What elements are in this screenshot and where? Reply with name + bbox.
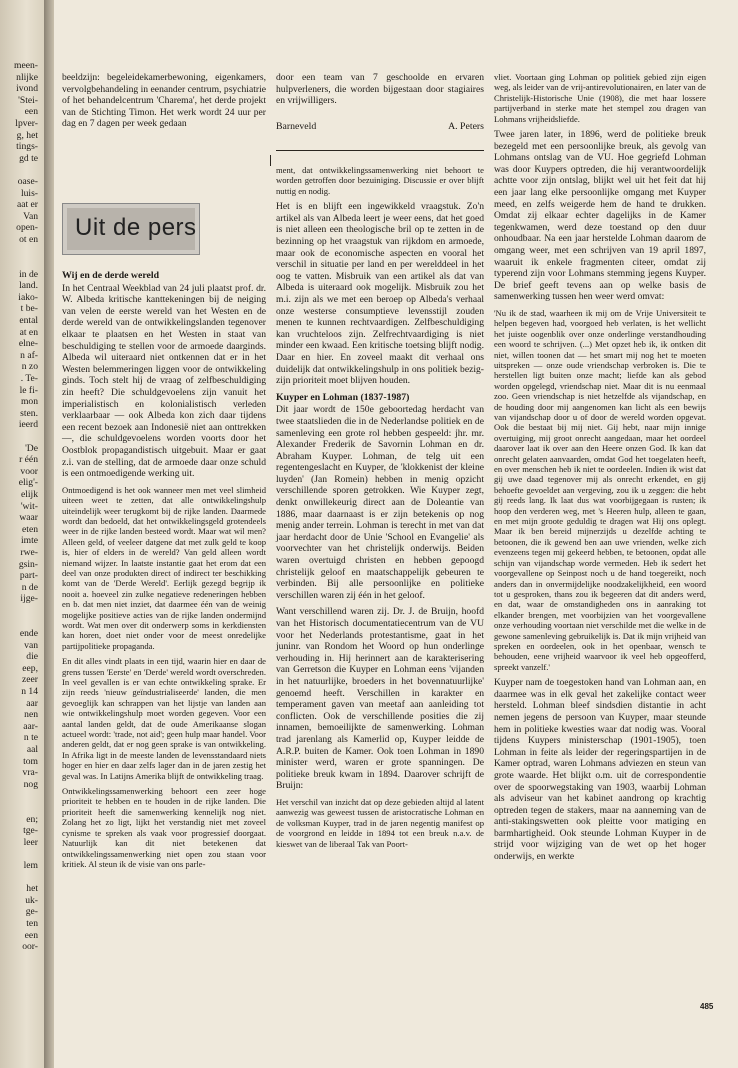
gutter-fragment: lpver- xyxy=(15,117,38,129)
article2-paragraph-2: Want verschillend waren zij. Dr. J. de Bruijn, hoofd van het Historisch documentatiecentrum van de VU voor het Nederlands protestantisme, gaat in het juninr. van Rondom het Woord op hun onderlinge verhouding in. Hij herinnert aan de karakterisering van Gerretson die Kuyper en Lohman eens 'vijanden in het natuurlijke, broeders in het bovennatuurlijke' genoemd heeft. Verschillen in karakter en temperament gaven van meetaf aan aanleiding tot conflicten. Ook de verschillende posities die zij innamen, bemoeilijkte de samenwerking. Lohman trad jarenlang als Kamerlid op, Kuyper leidde de A.R.P. buiten de Kamer. Ook toen Lohman in 1890 minister werd, waren er grote spanningen. De politieke breuk kwam in 1894. Daarover schrijft de Bruijn: xyxy=(276,606,484,792)
gutter-fragment: tom xyxy=(23,755,38,767)
gutter-fragment: in de xyxy=(19,268,38,280)
gutter-fragment: aal xyxy=(26,744,38,756)
gutter-fragment: nog xyxy=(23,778,38,790)
gutter-fragment: die xyxy=(26,651,38,663)
gutter-fragment: at en xyxy=(19,326,38,338)
gutter-fragment: n 14 xyxy=(21,686,38,698)
signature-place: Barneveld xyxy=(276,120,317,132)
gutter-fragment: . Te- xyxy=(20,373,38,385)
gutter-fragment: elig'- xyxy=(18,477,38,489)
gutter-fragment: t be- xyxy=(20,303,38,315)
article1-title: Wij en de derde wereld xyxy=(62,270,160,281)
gutter-fragment xyxy=(0,605,38,617)
article1-quote xyxy=(62,485,266,870)
gutter-fragment: ental xyxy=(19,315,38,327)
page-number: 485 xyxy=(700,1002,714,1011)
page-fold xyxy=(44,0,54,1068)
gutter-fragment: tings- xyxy=(16,141,38,153)
gutter-fragment: aar xyxy=(26,697,38,709)
gutter-fragment: 'Stei- xyxy=(18,94,38,106)
article1-paragraph-2: Ontmoedigend is het ook wanneer men met veel slimheid uiteen weet te zetten, dat alle ontwikkelingshulp uiteindelijk weer terugkomt bij de rijke landen. Daarmede wordt dan bedoeld, dat het ontwikkelingsgeld grotendeels weer in de rijke landen besteed wordt. Maar wat wil men? Alleen geld, of veeleer datgene dat met zulk geld te koop is, hier of elders in de wereld? Van geld alleen wordt niemand wijzer. In laatste instantie gaat het erom dat een deel van onze produkten direct of indirect ter beschikking komt van de 'Derde Wereld'. Eerlijk gezegd begrijp ik nooit a. hoeveel zin zulke negatieve redeneringen hebben en b. dat men niet inziet, dat daarmee één van de weinig mogelijke positieve acties van de rijke landen ondermijnd wordt. Wat men over dit onderwerp soms in kerkdiensten kan horen, doet niet onder voor de meest onredelijke partijpolitieke propaganda. xyxy=(62,484,266,651)
article1-paragraph-6: Het is en blijft een ingewikkeld vraagstuk. Zo'n artikel als van Albeda leert je weer eens, dat het goed is niet alleen een theologische bril op te zetten in de bezinning op het vraagstuk van rijkdom en armoede, maar ook de economische aspecten en vooral het verschil in situatie per land en per werelddeel in het oog te vatten. Misbruik van een artikel als dat van Albeda is uiteraard ook mogelijk. Misbruik zou het m.i. zijn als we met een beroep op Albeda's verhaal onze westerse consumptieve levensstijl zouden menen te kunnen rechtvaardigen. Zelfbeschuldiging kan vruchteloos zijn. Zelfrechtvaardiging is niet minder een kwaad. Een kritische toetsing blijft nodig. Daar en hier. En zoveel maakt dit verhaal ons duidelijk dat ontwikkelingshulp in ons politiek bezig-zijn prioriteit moet blijven houden. xyxy=(276,201,484,387)
gutter-fragment: eep, xyxy=(22,662,38,674)
gutter-fragment: gd te xyxy=(19,152,38,164)
gutter-fragment: n af- xyxy=(20,349,38,361)
gutter-fragment: ijge- xyxy=(20,593,38,605)
article2-title: Kuyper en Lohman (1837-1987) xyxy=(276,391,410,403)
gutter-fragment: r één xyxy=(19,454,38,466)
article2-paragraph-3: Het verschil van inzicht dat op deze gebieden altijd al latent aanwezig was geweest tussen de aristocratische Lohman en de volksman Kuyper, trad in de jaren negentig manifest op de voorgrond en leidde in 1894 tot een breuk n.a.v. de kieswet van de liberaal Tak van Poort- xyxy=(276,796,484,849)
gutter-fragment: n de xyxy=(21,581,38,593)
gutter-fragment: tge- xyxy=(23,825,38,837)
previous-page-margin xyxy=(0,0,44,1068)
gutter-fragment xyxy=(0,617,38,629)
gutter-fragment: ge- xyxy=(25,906,38,918)
col1-article xyxy=(62,266,266,874)
gutter-text-fragments xyxy=(0,60,38,953)
gutter-fragment: part- xyxy=(19,570,38,582)
gutter-fragment: meen- xyxy=(14,60,38,71)
gutter-fragment: oase- xyxy=(17,175,38,187)
gutter-fragment: lem xyxy=(23,859,38,871)
gutter-fragment xyxy=(0,802,38,814)
gutter-fragment: leer xyxy=(23,836,38,848)
gutter-fragment: elijk xyxy=(20,488,38,500)
gutter-fragment xyxy=(0,431,38,443)
article1-paragraph-4: Ontwikkelingssamenwerking behoort een zeer hoge prioriteit te hebben en te houden in de rijke landen. Die prioriteit heeft die samenwerking kennelijk nog niet. Zolang het zo ligt, lijkt het verstandig niet met zoveel cynisme te spreken als vaak voor progressief doorgaat. Natuurlijk kan dit niet betekenen dat ontwikkelingssamenwerking niet open zou staan voor kritiek. Al steun ik de visie van ons parle- xyxy=(62,786,266,869)
gutter-fragment: iako- xyxy=(18,291,38,303)
section-banner xyxy=(62,203,200,255)
gutter-fragment xyxy=(0,246,38,258)
col2-top xyxy=(276,72,484,132)
gutter-fragment: en; xyxy=(26,813,38,825)
column-divider xyxy=(270,155,271,166)
gutter-fragment: voor xyxy=(20,465,38,477)
gutter-fragment: oor- xyxy=(22,941,38,953)
gutter-fragment: van xyxy=(24,639,38,651)
article1-paragraph-3: En dit alles vindt plaats in een tijd, waarin hier en daar de grens tussen 'Eerste' en 'Derde' wereld wordt overschreden. In veel gevallen is er van echte ontwikkeling sprake. Er zijn reeds 'nieuw geïndustrialiseerde' landen, die men gevoeglijk kan schrappen van het lijstje van landen aan wie ontwikkelingshulp moet worden gegeven. Voor een aantal landen geldt, dat de oude Amerikaanse slogan actueel wordt: 'trade, not aid'; geen hulp maar handel. Voor anderen geldt, dat er nog geen sprake is van ontwikkeling. In Afrika ligt in de meeste landen de levensstandaard niets hoger en hier en daar zelfs lager dan in de jaren zestig het geval was. In Latijns Amerika blijft de ontwikkeling traag. xyxy=(62,656,266,781)
article2-paragraph-6: 'Nu ik de stad, waarheen ik mij om de Vrije Universiteit te helpen begeven had, voorgoed heb verlaten, is het wellicht het juiste oogenblik over onze onderlinge verstandhouding een woord te schrijven. (...) Met opzet heb ik, ik ontken dit niet, willen toonen dat — het smart mij nog het te moeten uitspreken — onze oude vriendschap verbroken is. Die te herstellen ligt buiten onze macht; liefde kan als gebod worden opgelegd, vriendschap niet. Maar dit is nu eenmaal zoo. Geen vriendschap is niet hetzelfde als vijandschap, en de houding door mij aangenomen kan licht als een bewijs van vijandschap door u of door de wereld worden opgevat. Ook die bestaat bij mij niet. Gij hebt, naar mijn innige overtuiging, mij groot onrecht aangedaan, maar het oordeel daarover laat ik over aan den Heere onzen God. Ik kan dat onrecht gelaten aanvaarden, omdat God het toegelaten heeft, en over menschen heb ik niet te oordeelen. Indien ik wist dat gij uwe daad tegenover mij als onrecht erkendet, en gij behoefte gevoeldet aan vergeving, zou ik u zeggen: die hebt gij reeds lang. Ik laat dus wat voorbijgegaan is rusten; ik hoop den verderen weg, met 's Heeren hulp, alleen te gaan, en met mijn groote geduldig te dragen wat Hij ons oplegt. Maar ik ben bereid mijnerzijds u dezelfde achting te betoonen, die ik gewend ben aan uwe vrienden, welke zich evenzeens tegen mij gekeerd hebben, te betoonen, opdat alle schijn van vijandschap worde vermeden. Heb ik sedert het voorgevallene op Seinpost noch u de hand toegereikt, noch anders dan in onvermijdelijke noodzakelijkheid, een woord tot u gesproken, thans zou ik begeeren dat dit anders werd, en dat, waar de omstandigheden ons in aanraking tot elkander brengen, met voorbijzien van het voorgevallene onze verhouding voortaan niet verschilde met die welke in de gewone samenleving gebruikelijk is. Dat ik mijn vrijheid van spreken en oordeelen, ook in het openbaar, wensch te behouden, eene vrijheid waarvoor ik veel heb opgeofferd, spreekt vanzelf.' xyxy=(494,307,706,672)
article1-paragraph-1: In het Centraal Weekblad van 24 juli plaatst prof. dr. W. Albeda kritische kanttekeningen bij de neiging van velen de eerste wereld van het Westen en de derde wereld van de ontwikkelingslanden tegenover elkaar te plaatsen en het Westen in staat van beschuldiging te stellen voor de armoede daarginds. Albeda wil uiteraard niet ontkennen dat er in het Westen belemmeringen liggen voor de ontwikkeling ginds. Toch stelt hij de vraag of zelfbeschuldiging zin heeft? Die schuldgevoelens zijn vanuit het imperialistisch en kolonialistisch verleden verklaarbaar — ook Albeda kon zich daar tijdens een recent bezoek aan Indonesië niet aan onttrekken —, die schuldgevoelens worden voorts door het Oostblok propagandistisch uitgebuit. Maar er gaat z.i. van de stelling, dat de armoede daar onze schuld is een ontmoedigende werking uit. xyxy=(62,282,266,480)
gutter-fragment: 'wit- xyxy=(20,500,38,512)
gutter-fragment: aar- xyxy=(23,720,38,732)
gutter-fragment: aat er xyxy=(16,199,38,211)
separator-rule xyxy=(276,150,484,151)
gutter-fragment: rwe- xyxy=(20,546,38,558)
gutter-fragment: imte xyxy=(20,535,38,547)
signature xyxy=(276,121,484,133)
col2-article xyxy=(276,165,484,854)
section-title: Uit de pers xyxy=(75,214,197,241)
col2-top-text: door een team van 7 geschoolde en ervaren hulpverleners, die worden bijgestaan door stagiaires en vrijwilligers. xyxy=(276,72,484,107)
gutter-fragment: nen xyxy=(24,709,38,721)
gutter-fragment: ten xyxy=(26,917,38,929)
col3-article xyxy=(494,72,706,868)
article2-paragraph-1: Dit jaar wordt de 150e geboortedag herdacht van twee staatslieden die in de Nederlandse politiek en de samenleving een grote rol hebben gespeeld: jhr. mr. Alexander Frederik de Savornin Lohman en dr. Abraham Kuyper. Lohman, de telg uit een regentengeslacht en Kuyper, de 'klokkenist der kleine luyden' (Jan Romein) hebben in menig opzicht verschillende sporen getrokken. Wie Kuyper zegt, denkt onwillekeurig direct aan de Doleantie van 1886, maar daarnaast is er zijn betekenis op nog menig ander terrein. Lohman is terecht in met van dat jaar herdacht door de Unie 'School en Evangelie' als voorvechter van het christelijk onderwijs. Beiden waren overtuigd christen en hebben gepoogd christelijk geloof en maatschappelijk gebeuren te verbinden. Bij alle persoonlijke en politieke verschillen waren zij één in het geloof. xyxy=(276,404,484,601)
gutter-fragment: een xyxy=(24,106,38,118)
article2-paragraph-4: vliet. Voortaan ging Lohman op politiek gebied zijn eigen weg, als leider van de vrij-antirevolutionairen, en later van de Christelijk-Historische Unie (1908), die met haar lossere partijverband in sterke mate het stempel zou dragen van Lohmans vrijheidsliefde. xyxy=(494,72,706,124)
col1-top-text: beeldzijn: begeleidekamerbewoning, eigenkamers, vervolgbehandeling in eenander centrum, psychiatrie of het behandelcentrum 'Charema', het derde projekt van de Stichting Timon. Het werk wordt 24 uur per dag en 7 dagen per week gedaan xyxy=(62,72,266,130)
gutter-fragment: gsin- xyxy=(18,558,38,570)
gutter-fragment: n te xyxy=(23,732,38,744)
gutter-fragment: Van xyxy=(23,210,38,222)
gutter-fragment: een xyxy=(24,929,38,941)
gutter-fragment: 'De xyxy=(25,442,38,454)
gutter-fragment xyxy=(0,848,38,860)
article2-paragraph-7: Kuyper nam de toegestoken hand van Lohman aan, en daarmee was in elk geval het zakelijke contact weer hersteld. Lohman bleef sindsdien distantie in acht nemen jegens de persoon van Kuyper, maar steunde hem in politieke kwesties waar dat nodig was. Vooral tijdens Kuypers ministerschap (1901-1905), toen Lohman in feite als leider der regeringspartijen in de Kamer optrad, waren Lohmans adviezen en steun van grote waarde. Het blijkt o.m. uit de correspondentie over de spoorwegstaking van 1903, waarbij Lohman als adviseur van het kabinet aandrong op krachtig optreden tegen de stakers, maar na aanneming van de anti-stakingswetten ook pleitte voor matiging en barmhartigheid. Ook steunde Lohman Kuyper in de strijd voor wijziging van de wet op het hoger onderwijs, en werkte xyxy=(494,677,706,863)
gutter-fragment: luis- xyxy=(20,187,38,199)
gutter-fragment: uk- xyxy=(25,894,38,906)
gutter-fragment: g, het xyxy=(16,129,38,141)
gutter-fragment: elne- xyxy=(18,338,38,350)
gutter-fragment: le fi- xyxy=(19,384,38,396)
gutter-fragment: ieerd xyxy=(18,419,38,431)
gutter-fragment: n zo xyxy=(21,361,38,373)
gutter-fragment xyxy=(0,872,38,884)
gutter-fragment xyxy=(0,257,38,269)
gutter-fragment: sten. xyxy=(20,407,38,419)
gutter-fragment xyxy=(0,164,38,176)
article1-paragraph-5: ment, dat ontwikkelingssamenwerking niet behoort te worden getroffen door bezuiniging. Discussie er over blijft nuttig en nodig. xyxy=(276,165,484,196)
gutter-fragment xyxy=(0,790,38,802)
gutter-fragment: land. xyxy=(19,280,38,292)
gutter-fragment: waar xyxy=(19,512,38,524)
article2-paragraph-5: Twee jaren later, in 1896, werd de politieke breuk bezegeld met een persoonlijke breuk, als gevolg van Lohmans ontslag van de VU. Hoe gegriefd Lohman was door Kuypers optreden, die hij verantwoordelijk achtte voor zijn ontslag, blijkt wel uit het feit dat hij een jaar lang elke persoonlijke omgang met Kuyper meed, en zelfs weigerde hem de hand te drukken. Omdat zij elkaar echter dagelijks in de Kamer tegenkwamen, werd deze toestand op den duur onhoudbaar. Na een jaar herstelde Lohman daarom de omgang weer, met een schrijven van 19 april 1897, waaruit ik enkele fragmenten citeer, omdat zij typerend zijn voor Lohmans stemming jegens Kuyper. De brief geeft tevens aan op welke basis de samenwerking tussen hen weer werd omvat: xyxy=(494,129,706,303)
gutter-fragment: ende xyxy=(19,628,38,640)
gutter-fragment: vra- xyxy=(22,767,38,779)
gutter-fragment: nlijke xyxy=(16,71,38,83)
gutter-fragment: eten xyxy=(22,523,38,535)
gutter-fragment: ivond xyxy=(16,83,38,95)
gutter-fragment: zeer xyxy=(22,674,38,686)
gutter-fragment: open- xyxy=(16,222,38,234)
signature-name: A. Peters xyxy=(448,120,484,132)
gutter-fragment: ot en xyxy=(19,233,38,245)
gutter-fragment: het xyxy=(26,883,38,895)
col1-top xyxy=(62,72,266,135)
gutter-fragment: mon xyxy=(20,396,38,408)
